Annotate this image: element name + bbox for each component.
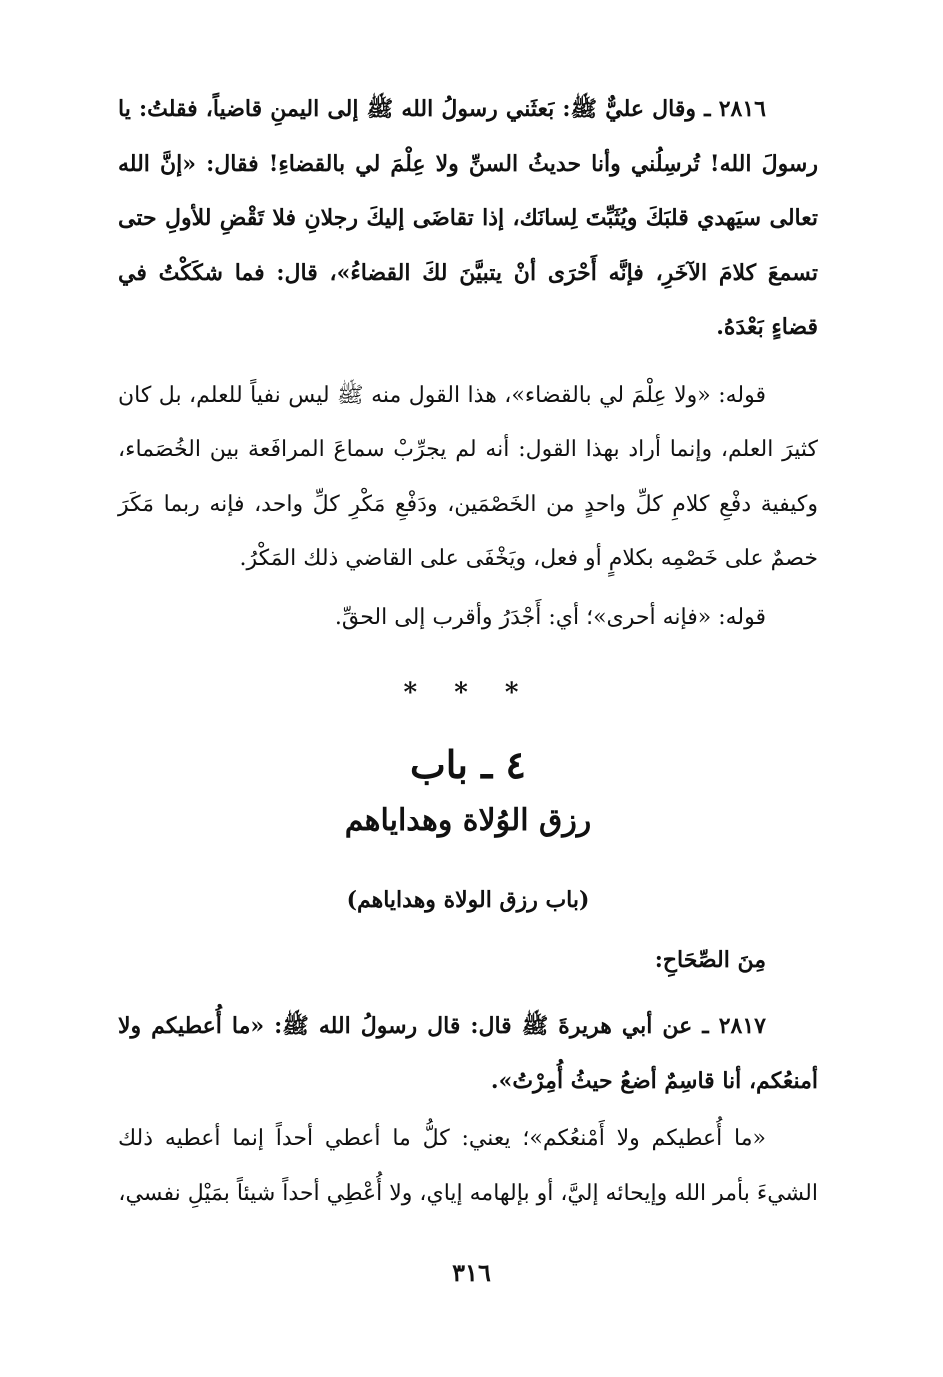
- hadith-2817: ٢٨١٧ ـ عن أبي هريرةَ ﷺ قال: قال رسولُ الله ﷺ: «ما أُعطيكم ولا أمنعُكم، أنا قاسِمٌ أضعُ حيثُ أُمِرْتُ».: [118, 1013, 818, 1094]
- hadith-2816: ٢٨١٦ ـ وقال عليٌّ ﷺ: بَعثَني رسولُ الله ﷺ إلى اليمنِ قاضياً، فقلتُ: يا رسولَ الله! تُرسِلُني وأنا حديثُ السنِّ ولا عِلْمَ لي بالقضاءِ! فقال: «إنَّ الله تعالى سيَهدي قلبَكَ ويُثَبِّتَ لِسانَك، إذا تقاضَى إليكَ رجلانِ فلا تَقْضِ للأولِ حتى تسمعَ كلامَ الآخَرِ، فإنَّه أَحْرَى أنْ يتبيَّنَ لكَ القضاءُ»، قال: فما شكَكْتُ في قضاءٍ بَعْدَهُ.: [118, 96, 818, 340]
- chapter-subtitle: (باب رزق الولاة وهداياهم): [346, 887, 590, 913]
- section-heading: مِنَ الصِّحَاحِ:: [654, 947, 766, 973]
- page-number: ٣١٦: [452, 1258, 491, 1287]
- section-separator: * * *: [403, 678, 533, 708]
- chapter-title: رزق الوُلاة وهداياهم: [344, 803, 592, 838]
- commentary-paragraph-1: قوله: «ولا عِلْمَ لي بالقضاء»، هذا القول منه ﷺ ليس نفياً للعلم، بل كان كثيرَ العلم، وإنما أراد بهذا القول: أنه لم يجرِّبْ سماعَ المرافَعة بين الخُصَماء، وكيفية دفْعِ كلامِ كلِّ واحدٍ من الخَصْمَين، ودَفْعِ مَكْرِ كلِّ واحد، فإنه ربما مَكَرَ خصمٌ على خَصْمِه بكلامٍ أو فعل، ويَخْفَى على القاضي ذلك المَكْرُ.: [118, 382, 818, 571]
- chapter-heading: ٤ ـ باب: [410, 742, 526, 787]
- commentary-paragraph-3: «ما أُعطيكم ولا أَمْنعُكم»؛ يعني: كلُّ ما أعطي أحداً إنما أعطيه ذلك الشيءَ بأمر الله وإيحائه إليَّ، أو بإلهامه إياي، ولا أُعْطِي أحداً شيئاً بمَيْلِ نفسي،: [118, 1126, 818, 1206]
- commentary-paragraph-2: قوله: «فإنه أحرى»؛ أي: أَجْدَرُ وأقرب إلى الحقِّ.: [334, 604, 766, 630]
- page-body: [118, 82, 818, 1221]
